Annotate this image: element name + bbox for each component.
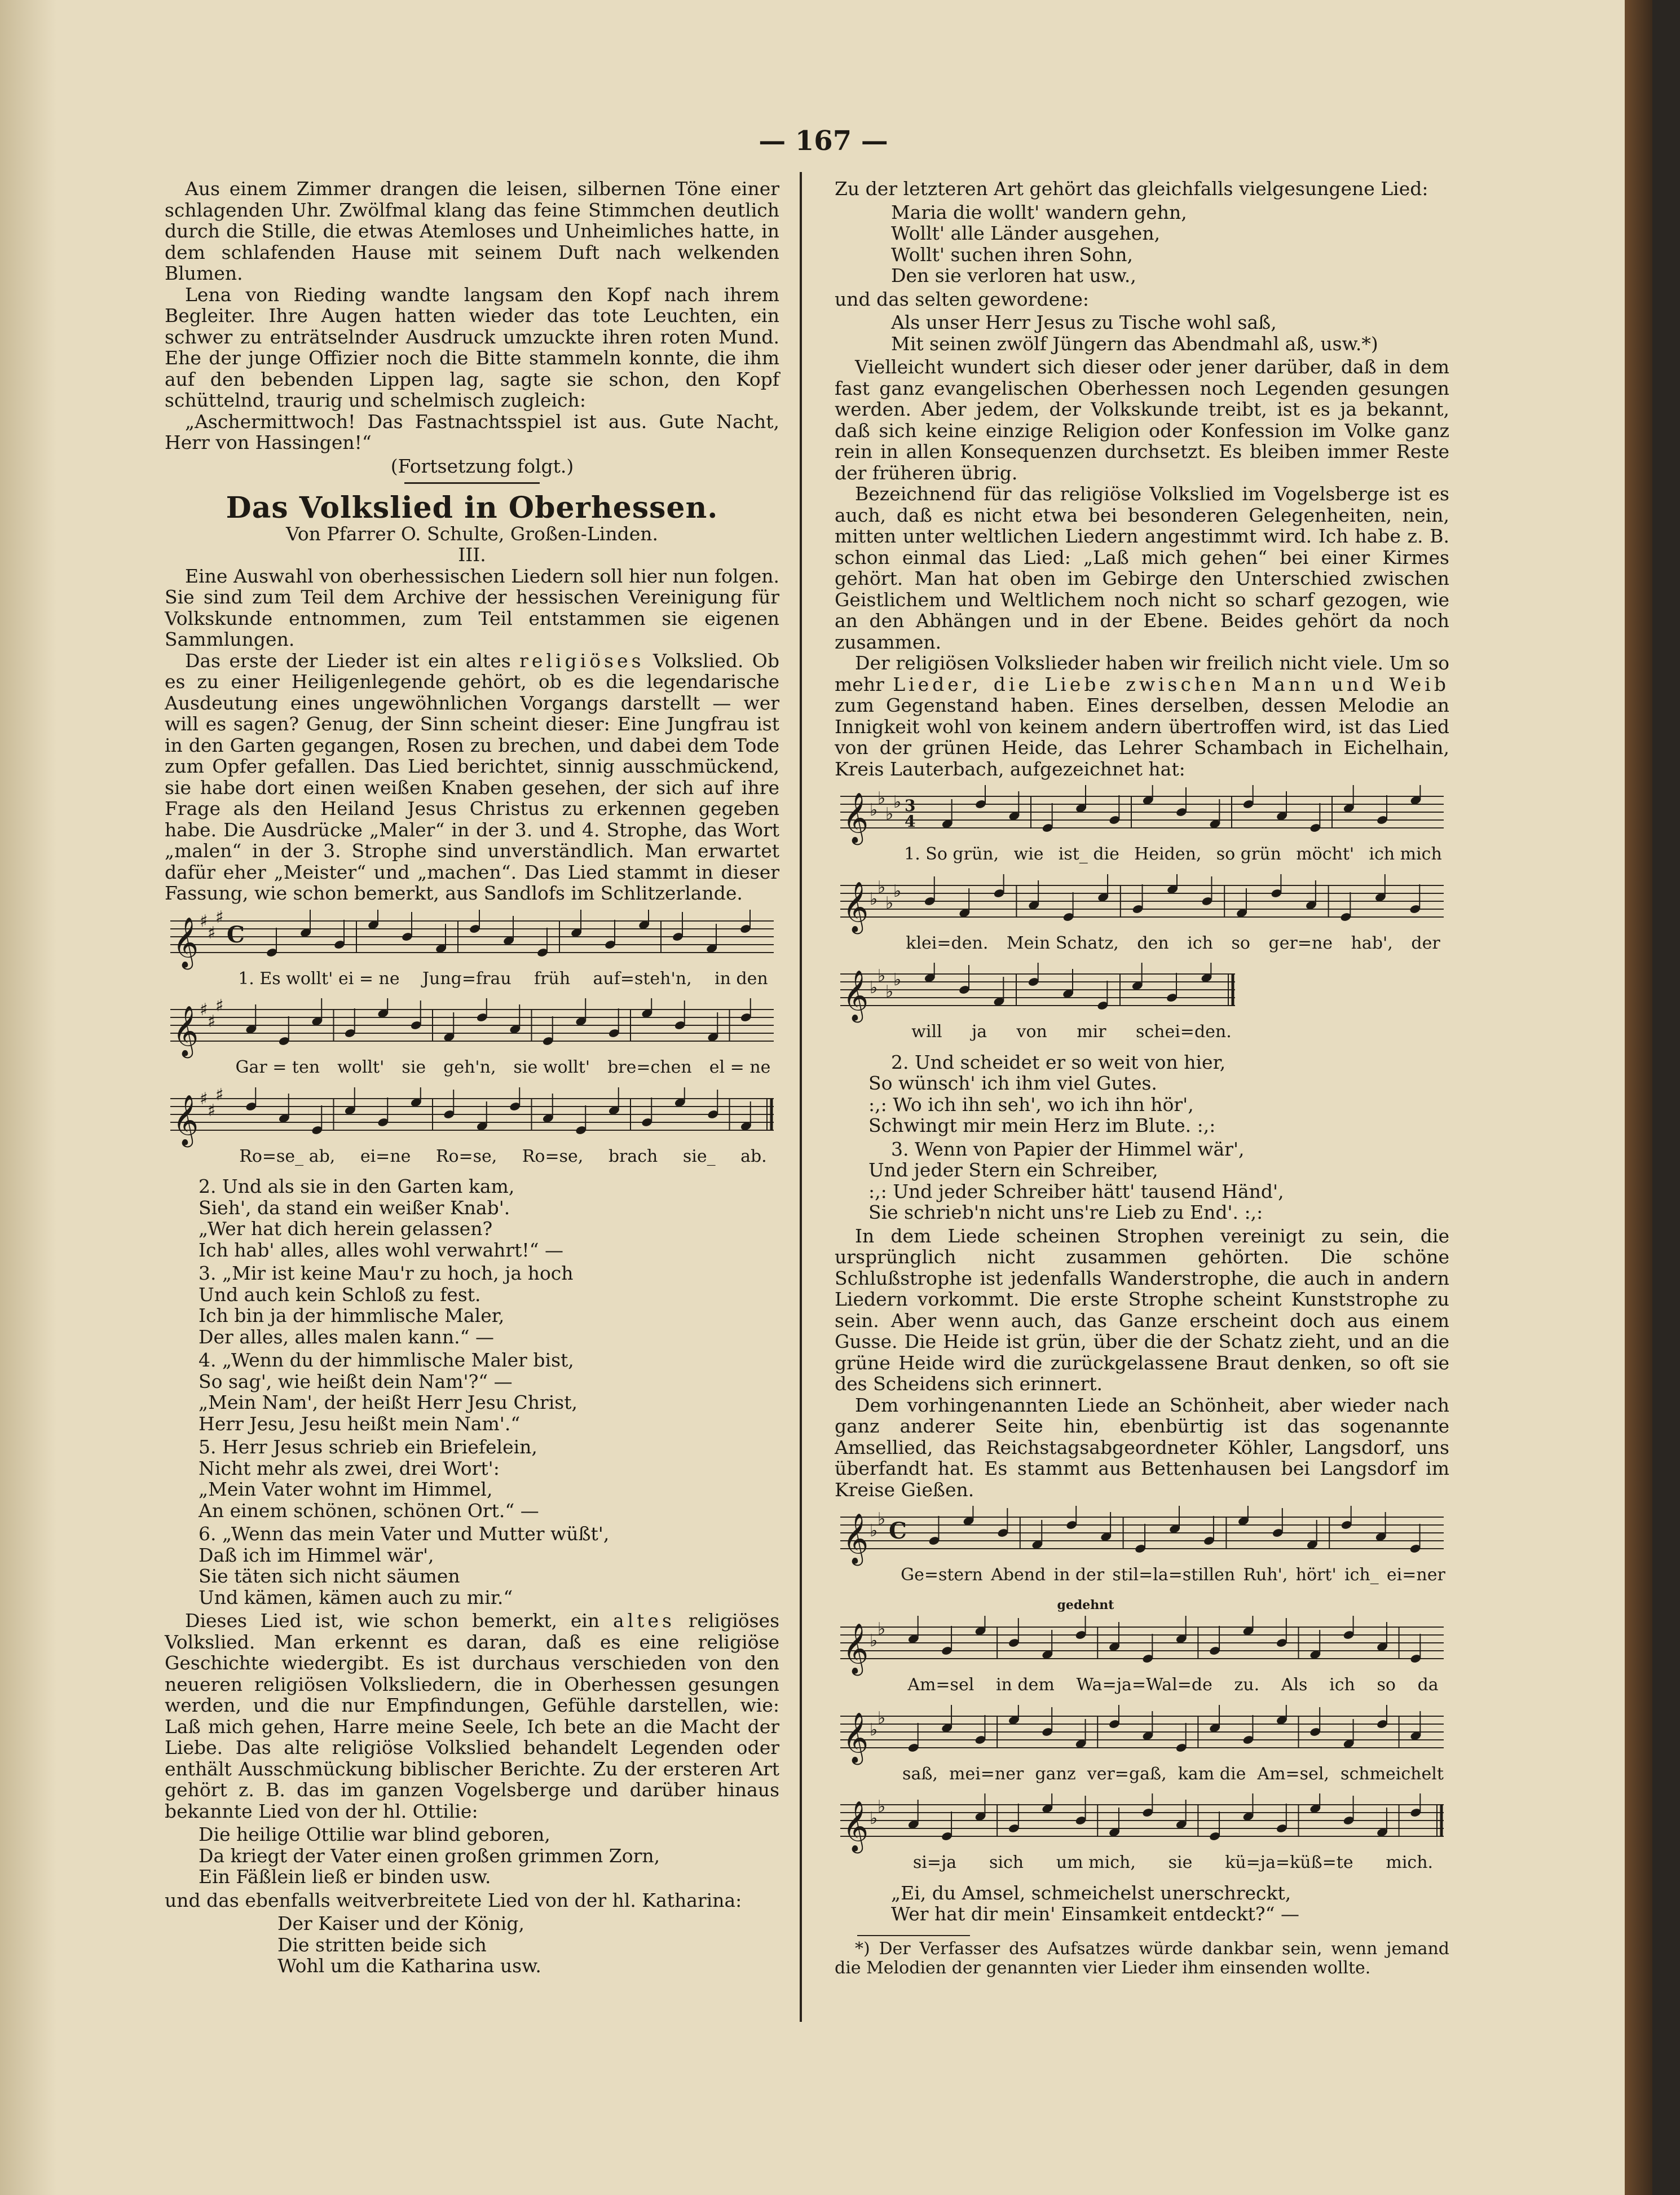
- flat-sign-icon: ♭: [885, 804, 894, 824]
- section-divider: [404, 482, 540, 484]
- treble-clef-icon: 𝄞: [173, 1094, 199, 1145]
- treble-clef-icon: 𝄞: [843, 1513, 869, 1564]
- music-staff: [165, 1087, 779, 1149]
- flat-sign-icon: ♭: [878, 877, 886, 897]
- treble-clef-icon: 𝄞: [843, 970, 869, 1021]
- song-stanza: 2. Und als sie in den Garten kam, Sieh', da stand ein weißer Knab'. „Wer hat dich herein gelassen? Ich hab' alles, alles wohl verwahrt!“ —: [199, 1175, 564, 1261]
- song-stanza: 5. Herr Jesus schrieb ein Briefelein, Nicht mehr als zwei, drei Wort': „Mein Vater wohnt im Himmel, An einem schönen, schönen Ort.“ —: [199, 1436, 539, 1522]
- flat-sign-icon: ♭: [870, 889, 878, 909]
- flat-sign-icon: ♭: [893, 792, 902, 812]
- sharp-sign-icon: ♯: [200, 1088, 208, 1109]
- sharp-sign-icon: ♯: [215, 1087, 224, 1105]
- lyric-line: Gar = ten wollt' sie geh'n, sie wollt' bre=chen el = ne: [235, 1057, 771, 1077]
- song-stanza: 3. Wenn von Papier der Himmel wär', Und jeder Stern ein Schreiber, :,: Und jeder Schreiber hätt' tausend Händ', Sie schrieb'n nicht uns're Lieb zu End'. :,:: [868, 1138, 1284, 1223]
- sharp-sign-icon: ♯: [208, 923, 216, 943]
- quoted-verse-abendmahl: Als unser Herr Jesus zu Tische wohl saß, Mit seinen zwölf Jüngern das Abendmahl aß, usw.*): [891, 311, 1378, 355]
- article-line: und das selten gewordene:: [835, 288, 1089, 310]
- flat-sign-icon: ♭: [870, 978, 878, 998]
- flat-sign-icon: ♭: [878, 1509, 886, 1529]
- left-column: [165, 178, 779, 1979]
- flat-sign-icon: ♭: [870, 1720, 878, 1740]
- right-column: [835, 178, 1449, 1978]
- song-stanza: 2. Und scheidet er so weit von hier, So wünsch' ich ihm viel Gutes. :,: Wo ich ihn seh', wo ich ihn hör', Schwingt mir mein Herz im Blute. :,:: [868, 1051, 1226, 1136]
- tempo-marking: gedehnt: [1057, 1597, 1114, 1612]
- time-signature-icon: 4: [905, 812, 916, 831]
- sharp-sign-icon: ♯: [215, 909, 224, 927]
- quoted-verse-katharina: Der Kaiser und der König, Die stritten beide sich Wohl um die Katharina usw.: [277, 1912, 541, 1977]
- sharp-sign-icon: ♯: [208, 1012, 216, 1032]
- article-headline: Das Volkslied in Oberhessen.: [226, 491, 718, 525]
- music-staff: [835, 1793, 1449, 1855]
- treble-clef-icon: 𝄞: [173, 916, 199, 968]
- flat-sign-icon: ♭: [878, 1797, 886, 1817]
- music-staff: [835, 874, 1449, 936]
- page-number: — 167 —: [759, 125, 888, 157]
- sharp-sign-icon: ♯: [200, 1000, 208, 1020]
- treble-clef-icon: 𝄞: [843, 881, 869, 932]
- intro-paragraph: Eine Auswahl von oberhessischen Liedern soll hier nun folgen. Sie sind zum Teil dem Archive der hessischen Vereinigung für Volkskunde entnommen, zum Teil entstammen sie eigenen Sammlungen.: [165, 565, 779, 650]
- flat-sign-icon: ♭: [893, 881, 902, 901]
- article-line: und das ebenfalls weitverbreitete Lied von der hl. Katharina:: [165, 1889, 742, 1911]
- music-staff: [165, 910, 779, 972]
- lyric-line: 1. So grün, wie ist_ die Heiden, so grün möcht' ich mich: [904, 844, 1442, 864]
- music-staff: [835, 1705, 1449, 1767]
- flat-sign-icon: ♭: [870, 1521, 878, 1541]
- article-byline: Von Pfarrer O. Schulte, Großen-Linden.: [286, 522, 658, 545]
- footnote: *) Der Verfasser des Aufsatzes würde dankbar sein, wenn jemand die Melodien der genannten vier Lieder ihm einsenden wollte.: [835, 1938, 1449, 1978]
- flat-sign-icon: ♭: [885, 982, 894, 1002]
- treble-clef-icon: 𝄞: [173, 1006, 199, 1056]
- lyric-line: Ge=stern Abend in der stil=la=stillen Ruh', hört' ich_ ei=ner: [901, 1565, 1445, 1585]
- story-paragraph: „Aschermittwoch! Das Fastnachtsspiel ist aus. Gute Nacht, Herr von Hassingen!“: [165, 410, 779, 453]
- sharp-sign-icon: ♯: [200, 911, 208, 931]
- article-paragraph: Vielleicht wundert sich dieser oder jener darüber, daß in dem fast ganz evangelischen Oberhessen noch Legenden gesungen werden. Aber jedem, der Volkskunde treibt, ist es ja bekannt, daß sich keine einzige Religion oder Konfession im Volke ganz rein in allen Konsequenzen durchsetzt. Es bleiben immer Reste der früheren übrig.: [835, 356, 1449, 484]
- footnote-divider: [857, 1935, 970, 1936]
- story-paragraph: Aus einem Zimmer drangen die leisen, silbernen Töne einer schlagenden Uhr. Zwölfmal klang das feine Stimmchen deutlich durch die Stille, die etwas Atemloses und Unheimliches hatte, in dem schlafenden Hause mit seinem Duft nach welkenden Blumen.: [165, 178, 779, 284]
- song-stanza: 6. „Wenn das mein Vater und Mutter wüßt', Daß ich im Himmel wär', Sie täten sich nicht säumen Und kämen, kämen auch zu mir.“: [199, 1523, 610, 1608]
- flat-sign-icon: ♭: [870, 1809, 878, 1828]
- treble-clef-icon: 𝄞: [843, 792, 869, 843]
- flat-sign-icon: ♭: [878, 966, 886, 986]
- lyric-line: saß, mei=ner ganz ver=gaß, kam die Am=sel, schmeichelt: [902, 1764, 1444, 1784]
- article-paragraph: In dem Liede scheinen Strophen vereinigt zu sein, die ursprünglich nicht zusammen gehörten. Die schöne Schlußstrophe ist jedenfalls Wanderstrophe, die auch in andern Liedern vorkommt. Die erste Strophe scheint Kunststrophe zu sein. Aber wenn auch, das Ganze erscheint doch aus einem Gusse. Die Heide ist grün, über die der Schatz zieht, und an die grüne Heide wird die zurückgelassene Braut denken, so oft sie des Scheidens sich erinnert.: [835, 1224, 1449, 1395]
- quoted-verse-maria: Maria die wollt' wandern gehn, Wollt' alle Länder ausgehen, Wollt' suchen ihren Sohn, Den sie verloren hat usw.,: [891, 201, 1187, 287]
- music-staff: [165, 998, 779, 1060]
- music-staff: [835, 1506, 1449, 1568]
- treble-clef-icon: 𝄞: [843, 1801, 869, 1852]
- treble-clef-icon: 𝄞: [843, 1623, 869, 1674]
- article-line: Zu der letzteren Art gehört das gleichfalls vielgesungene Lied:: [835, 178, 1428, 200]
- lyric-line: Am=sel in dem Wa=ja=Wal=de zu. Als ich so da: [907, 1675, 1439, 1695]
- flat-sign-icon: ♭: [870, 800, 878, 820]
- flat-sign-icon: ♭: [878, 1619, 886, 1639]
- sharp-sign-icon: ♯: [208, 1100, 216, 1121]
- common-time-icon: C: [227, 921, 245, 948]
- treble-clef-icon: 𝄞: [843, 1712, 869, 1763]
- flat-sign-icon: ♭: [870, 1631, 878, 1651]
- article-part-number: III.: [458, 544, 486, 566]
- lyric-line: will ja von mir schei=den.: [911, 1022, 1232, 1042]
- article-paragraph: Bezeichnend für das religiöse Volkslied im Vogelsberge ist es auch, daß es nicht etwa bei besonderen Gelegenheiten, nein, mitten unter weltlichen Liedern angestimmt wird. Ich habe z. B. schon einmal das Lied: „Laß mich gehen“ bei einer Kirmes gehört. Man hat oben im Gebirge den Unterschied zwischen Geistlichem und Weltlichem noch nicht so scharf gezogen, wie an den Abhängen und in der Ebene. Beides gehört da noch zusammen.: [835, 483, 1449, 653]
- article-paragraph: Das erste der Lieder ist ein altes religiöses Volkslied. Ob es zu einer Heiligenlegende gehört, ob es die legendarische Ausdeutung eines ungewöhnlichen Vorgangs darstellt — wer will es sagen? Genug, der Sinn scheint dieser: Eine Jungfrau ist in den Garten gegangen, Rosen zu brechen, und dabei dem Tode zum Opfer gefallen. Das Lied berichtet, sinnig ausschmückend, sie habe dort einen weißen Knaben gesehen, der sich auf ihre Frage als den Heiland Jesus Christus zu erkennen gegeben habe. Die Ausdrücke „Maler“ in der 3. und 4. Strophe, das Wort „malen“ in der 3. Strophe sind unverständlich. Man erwartet dafür eher „Meister“ und „machen“. Das Lied stammt in dieser Fassung, wie schon bemerkt, aus Sandlofs im Schlitzerlande.: [165, 649, 779, 904]
- music-staff: [835, 785, 1449, 847]
- flat-sign-icon: ♭: [893, 970, 902, 990]
- music-staff: [835, 963, 1449, 1025]
- common-time-icon: C: [889, 1518, 907, 1544]
- lyric-line: 1. Es wollt' ei = ne Jung=frau früh auf=steh'n, in den: [238, 968, 768, 989]
- sheet-music-heide: [835, 785, 1449, 1043]
- page-gutter: [0, 0, 56, 2195]
- song-stanza: „Ei, du Amsel, schmeichelst unerschreckt, Wer hat dir mein' Einsamkeit entdeckt?“ —: [891, 1881, 1299, 1925]
- sharp-sign-icon: ♯: [215, 998, 224, 1016]
- article-paragraph: Der religiösen Volkslieder haben wir freilich nicht viele. Um so mehr Lieder, die Liebe zwischen Mann und Weib zum Gegenstand haben. Eines derselben, dessen Melodie an Innigkeit wohl von keinem andern übertroffen wird, ist das Lied von der grünen Heide, das Lehrer Schambach in Eichelhain, Kreis Lauterbach, aufgezeichnet hat:: [835, 652, 1449, 780]
- lyric-line: si=ja sich um mich, sie kü=ja=küß=te mich.: [912, 1853, 1434, 1872]
- time-signature-icon: 3: [905, 796, 916, 815]
- column-rule: [800, 172, 802, 2022]
- music-staff: [835, 1616, 1449, 1678]
- song-stanza: 4. „Wenn du der himmlische Maler bist, So sag', wie heißt dein Nam'?“ — „Mein Nam', der heißt Herr Jesu Christ, Herr Jesu, Jesu heißt mein Nam'.“: [199, 1349, 577, 1435]
- sheet-music-amsel: [835, 1506, 1449, 1874]
- continuation-note: (Fortsetzung folgt.): [390, 455, 574, 477]
- lyric-line: klei=den. Mein Schatz, den ich so ger=ne hab', der: [906, 933, 1440, 953]
- flat-sign-icon: ♭: [878, 1708, 886, 1728]
- article-paragraph: Dem vorhingenannten Liede an Schönheit, aber wieder nach ganz anderer Seite hin, ebenbürtig ist das sogenannte Amsellied, das Reichstagsabgeordneter Köhler, Langsdorf, uns überfandt hat. Es stammt aus Bettenhausen bei Langsdorf im Kreise Gießen.: [835, 1394, 1449, 1501]
- lyric-line: Ro=se_ ab, ei=ne Ro=se, Ro=se, brach sie_ ab.: [239, 1146, 767, 1166]
- article-paragraph: Dieses Lied ist, wie schon bemerkt, ein altes religiöses Volkslied. Man erkennt es daran, daß es eine religiöse Geschichte wiedergibt. Es ist durchaus verschieden von den neueren religiösen Volksliedern, die in Oberhessen gesungen werden, und die nur Empfindungen, Gefühle darstellen, wie: Laß mich gehen, Harre meine Seele, Ich bete an die Macht der Liebe. Das alte religiöse Volkslied behandelt Legenden oder enthält Ausschmückung biblischer Berichte. Zu der ersteren Art gehört z. B. das im ganzen Vogelsberge und darüber hinaus bekannte Lied von der hl. Ottilie:: [165, 1610, 780, 1822]
- sheet-music-jungfrau: [165, 910, 779, 1167]
- book-binding: [1625, 0, 1652, 2195]
- flat-sign-icon: ♭: [878, 788, 886, 808]
- story-paragraph: Lena von Rieding wandte langsam den Kopf nach ihrem Begleiter. Ihre Augen hatten wieder das tote Leuchten, ein schwer zu enträtselnder Ausdruck umzuckte ihren roten Mund. Ehe der junge Offizier noch die Bitte stammeln konnte, die ihm auf den bebenden Lippen lag, sagte sie schon, den Kopf schüttelnd, traurig und schelmisch zugleich:: [165, 283, 779, 411]
- song-stanza: 3. „Mir ist keine Mau'r zu hoch, ja hoch Und auch kein Schloß zu fest. Ich bin ja der himmlische Maler, Der alles, alles malen kann.“ —: [199, 1262, 574, 1348]
- flat-sign-icon: ♭: [885, 893, 894, 913]
- quoted-verse-ottilie: Die heilige Ottilie war blind geboren, Da kriegt der Vater einen großen grimmen Zorn, Ein Fäßlein ließ er binden usw.: [199, 1823, 660, 1888]
